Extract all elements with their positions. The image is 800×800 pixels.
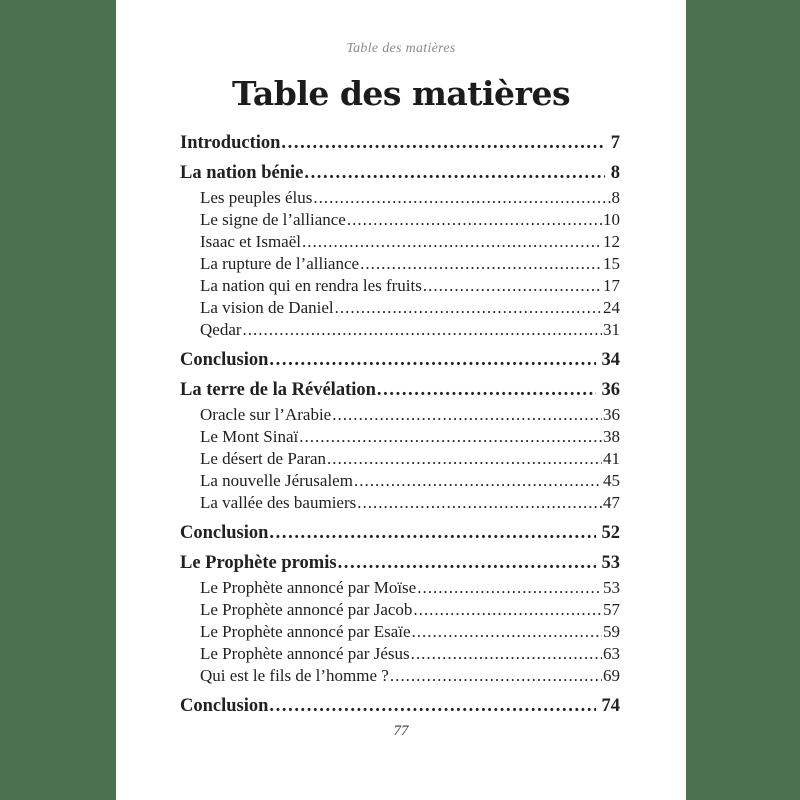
toc-entry-page-number: 69 [603,666,620,685]
toc-entry-label: La vallée des baumiers [200,493,357,512]
toc-entry-label: Conclusion [180,523,269,543]
toc-entry-page-number: 74 [601,696,620,716]
toc-entry-label: Les peuples élus [200,188,313,207]
toc-entry-label: Le Prophète annoncé par Jacob [200,600,413,619]
toc-entry [180,695,620,717]
toc-dot-leader [335,297,602,319]
book-page [116,0,686,800]
toc-entry-page-number: 45 [603,471,620,490]
toc-entry-page-number: 52 [601,523,620,543]
toc-dot-leader [304,162,604,184]
toc-entry [180,162,620,184]
toc-entry [180,665,620,687]
toc-entry-page-number: 8 [610,163,620,183]
toc-entry-page-number: 47 [603,493,620,512]
toc-dot-leader [269,695,595,717]
toc-entry [180,552,620,574]
toc-dot-leader [269,349,595,371]
page-title: Table des matières [231,74,571,113]
toc-entry-label: La rupture de l’alliance [200,254,360,273]
toc-entry-label: Conclusion [180,696,269,716]
toc-entry [180,577,620,599]
toc-entry-label: Le Prophète annoncé par Moïse [200,578,417,597]
toc-entry-label: Oracle sur l’Arabie [200,405,332,424]
toc-entry [180,470,620,492]
toc-entry-page-number: 59 [603,622,620,641]
toc-entry-page-number: 34 [601,350,620,370]
toc-entry [180,349,620,371]
toc-dot-leader [281,132,604,154]
toc-dot-leader [332,404,602,426]
toc-entry-label: Conclusion [180,350,269,370]
toc-entry-label: Le Prophète annoncé par Esaïe [200,622,411,641]
toc-dot-leader [417,577,602,599]
toc-entry-page-number: 31 [603,320,620,339]
toc-entry [180,492,620,514]
toc-entry-page-number: 57 [603,600,620,619]
toc-entry [180,253,620,275]
toc-entry [180,209,620,231]
toc-entry-label: Qui est le fils de l’homme ? [200,666,389,685]
toc-entry-page-number: 36 [601,380,620,400]
toc-entry-page-number: 53 [601,553,620,573]
toc-entry-page-number: 24 [603,298,620,317]
toc-dot-leader [243,319,602,341]
toc-dot-leader [327,448,602,470]
toc-entry-page-number: 63 [603,644,620,663]
toc-entry [180,231,620,253]
toc-dot-leader [357,492,602,514]
toc-entry-page-number: 15 [603,254,620,273]
toc-entry [180,448,620,470]
toc-entry [180,522,620,544]
toc-entry-page-number: 41 [603,449,620,468]
toc-entry-page-number: 38 [603,427,620,446]
toc-entry-label: La vision de Daniel [200,298,334,317]
toc-entry-label: Le Prophète annoncé par Jésus [200,644,410,663]
toc-entry-page-number: 53 [603,578,620,597]
toc-entry-page-number: 7 [610,133,620,153]
running-header: Table des matières [346,41,456,56]
toc-entry [180,379,620,401]
toc-entry-label: Le Mont Sinaï [200,427,299,446]
toc-entry-page-number: 8 [611,188,620,207]
toc-entry-page-number: 17 [603,276,620,295]
toc-entry [180,621,620,643]
toc-entry-label: Introduction [180,133,281,153]
toc-dot-leader [347,209,602,231]
toc-dot-leader [302,231,602,253]
folio-page-number: 77 [393,723,409,739]
toc-dot-leader [313,187,610,209]
toc-entry [180,297,620,319]
toc-entry-label: Le signe de l’alliance [200,210,346,229]
toc-entry-label: Le Prophète promis [180,553,337,573]
toc-dot-leader [423,275,602,297]
toc-dot-leader [338,552,596,574]
toc-dot-leader [377,379,596,401]
toc-list [180,132,620,717]
toc-entry-page-number: 12 [603,232,620,251]
toc-entry-label: La nouvelle Jérusalem [200,471,353,490]
toc-dot-leader [411,643,602,665]
toc-entry [180,404,620,426]
toc-entry-label: Qedar [200,320,242,339]
toc-dot-leader [413,599,602,621]
toc-entry [180,426,620,448]
toc-entry-page-number: 36 [603,405,620,424]
toc-entry [180,132,620,154]
toc-entry-label: Le désert de Paran [200,449,327,468]
toc-entry-label: La terre de la Révélation [180,380,376,400]
toc-entry [180,275,620,297]
toc-dot-leader [360,253,602,275]
toc-entry-label: La nation bénie [180,163,304,183]
toc-entry [180,599,620,621]
toc-entry [180,187,620,209]
toc-dot-leader [299,426,602,448]
toc-dot-leader [269,522,595,544]
toc-entry-page-number: 10 [603,210,620,229]
toc-entry-label: Isaac et Ismaël [200,232,301,251]
toc-dot-leader [354,470,602,492]
toc-entry [180,319,620,341]
toc-entry [180,643,620,665]
toc-dot-leader [412,621,602,643]
toc-entry-label: La nation qui en rendra les fruits [200,276,422,295]
toc-dot-leader [390,665,602,687]
